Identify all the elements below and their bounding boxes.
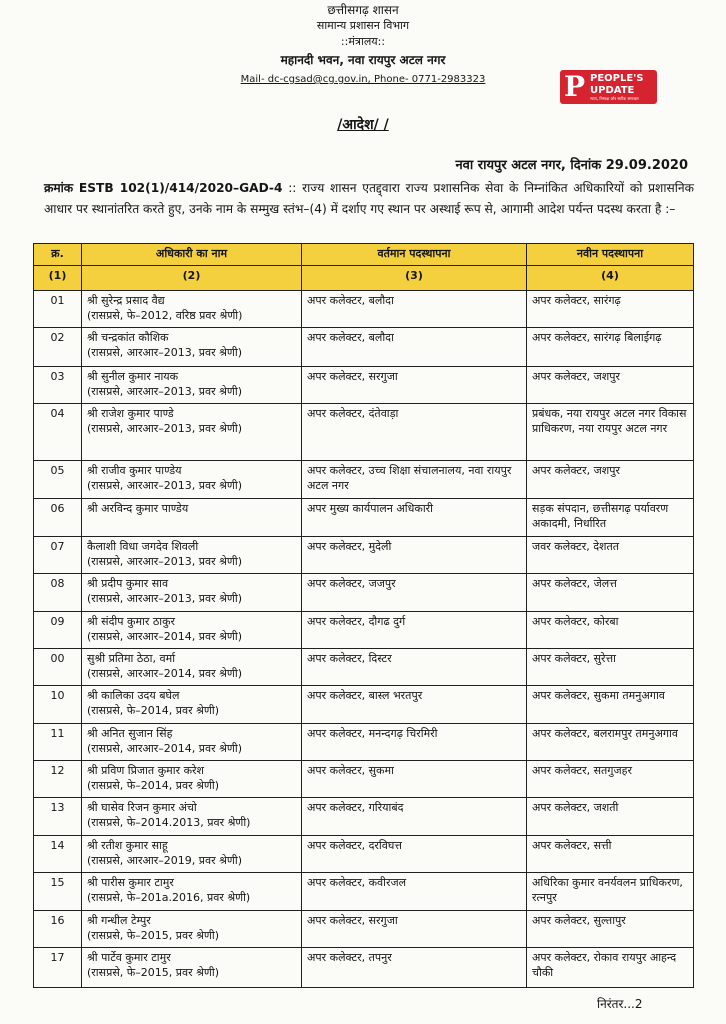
new-posting-text: अपर कलेक्टर, रोकाव रायपुर आहन्द चौकी xyxy=(532,951,677,979)
table-row xyxy=(34,649,694,686)
new-posting-text: अपर कलेक्टर, बलरामपुर तमनुअगाव xyxy=(532,727,679,740)
cell-current-posting xyxy=(302,537,527,574)
current-posting-text: अपर कलेक्टर, बास्ल भरतपुर xyxy=(307,689,423,702)
new-posting-text: अपर कलेक्टर, जेलत्त xyxy=(532,577,617,590)
serial-number: 11 xyxy=(50,727,65,740)
transfer-table xyxy=(33,243,694,988)
cell-officer-name xyxy=(82,328,302,367)
new-posting-text: अपर कलेक्टर, जशती xyxy=(532,801,619,814)
cell-current-posting xyxy=(302,649,527,686)
officer-name: श्री सुरेन्द्र प्रसाद वैद्य xyxy=(87,294,165,307)
cell-serial xyxy=(34,948,82,988)
col-number-3: (3) xyxy=(302,266,527,291)
officer-name: श्री पार्टेव कुमार टामुर xyxy=(87,951,171,964)
table-body xyxy=(34,291,694,988)
cell-officer-name xyxy=(82,291,302,328)
new-posting-text: अपर कलेक्टर, सुरेत्ता xyxy=(532,652,616,665)
cell-serial xyxy=(34,574,82,612)
cell-new-posting xyxy=(527,761,694,798)
cell-serial xyxy=(34,873,82,911)
cell-new-posting xyxy=(527,328,694,367)
cell-serial xyxy=(34,724,82,761)
officer-name: श्री चन्द्रकांत कौशिक xyxy=(87,331,169,344)
current-posting-text: अपर कलेक्टर, दरविघत्त xyxy=(307,839,402,852)
officer-name: श्री अरविन्द कुमार पाण्डेय xyxy=(87,502,189,515)
officer-service-detail: (रासप्रसे, आरआर–2013, प्रवर श्रेणी) xyxy=(87,592,242,605)
new-posting-text: सड़क संपदान, छत्तीसगढ़ पर्यावरण अकादमी, निर्धारित xyxy=(532,502,669,530)
new-posting-text: अपर कलेक्टर, सतगुजहर xyxy=(532,764,632,777)
table-row xyxy=(34,499,694,537)
govt-name: छत्तीसगढ़ शासन xyxy=(327,3,399,17)
cell-new-posting xyxy=(527,724,694,761)
officer-name: श्री रतीश कुमार साहू xyxy=(87,839,168,852)
cell-serial xyxy=(34,836,82,873)
cell-new-posting xyxy=(527,461,694,499)
cell-new-posting xyxy=(527,574,694,612)
cell-current-posting xyxy=(302,948,527,988)
current-posting-text: अपर मुख्य कार्यपालन अधिकारी xyxy=(307,502,434,515)
cell-new-posting xyxy=(527,836,694,873)
col-number-2: (2) xyxy=(82,266,302,291)
officer-name: श्री सुनील कुमार नायक xyxy=(87,370,179,383)
col-header-serial: क्र. xyxy=(34,244,82,266)
cell-current-posting xyxy=(302,404,527,461)
new-posting-text: प्रबंधक, नया रायपुर अटल नगर विकास प्राधिकरण, नया रायपुर अटल नगर xyxy=(532,407,687,435)
cell-serial xyxy=(34,612,82,649)
new-posting-text: अपर कलेक्टर, सुकमा तमनुअगाव xyxy=(532,689,665,702)
table-row xyxy=(34,948,694,988)
officer-service-detail: (रासप्रसे, फे–2014, प्रवर श्रेणी) xyxy=(87,704,219,717)
officer-service-detail: (रासप्रसे, फे–2015, प्रवर श्रेणी) xyxy=(87,966,219,979)
cell-new-posting xyxy=(527,291,694,328)
table-row xyxy=(34,537,694,574)
cell-new-posting xyxy=(527,499,694,537)
serial-number: 04 xyxy=(50,407,65,420)
officer-service-detail: (रासप्रसे, आरआर–2013, प्रवर श्रेणी) xyxy=(87,385,242,398)
cell-officer-name xyxy=(82,537,302,574)
new-posting-text: अपर कलेक्टर, जशपुर xyxy=(532,464,620,477)
new-posting-text: जवर कलेक्टर, देशतत xyxy=(532,540,620,553)
table-row xyxy=(34,798,694,836)
current-posting-text: अपर कलेक्टर, तपनुर xyxy=(307,951,392,964)
current-posting-text: अपर कलेक्टर, मनन्दगढ़ चिरमिरी xyxy=(307,727,438,740)
officer-name: श्री राजीव कुमार पाण्डेय xyxy=(87,464,182,477)
cell-current-posting xyxy=(302,724,527,761)
table-row xyxy=(34,724,694,761)
cell-officer-name xyxy=(82,499,302,537)
table-row xyxy=(34,836,694,873)
serial-number: 07 xyxy=(50,540,65,553)
officer-name: श्री प्रविण प्रिजात कुमार करेश xyxy=(87,764,204,777)
serial-number: 03 xyxy=(50,370,65,383)
current-posting-text: अपर कलेक्टर, सुकमा xyxy=(307,764,394,777)
table-row xyxy=(34,328,694,367)
new-posting-text: अपर कलेक्टर, जशपुर xyxy=(532,370,620,383)
col-header-officer-name: अधिकारी का नाम xyxy=(82,244,302,266)
col-number-1: (1) xyxy=(34,266,82,291)
officer-name: श्री प्रदीप कुमार साव xyxy=(87,577,169,590)
cell-current-posting xyxy=(302,328,527,367)
serial-number: 17 xyxy=(50,951,65,964)
cell-current-posting xyxy=(302,291,527,328)
serial-number: 01 xyxy=(50,294,65,307)
cell-current-posting xyxy=(302,798,527,836)
contact-line: Mail- dc-cgsad@cg.gov.in, Phone- 0771-2983323 xyxy=(240,74,486,85)
col-number-4: (4) xyxy=(527,266,694,291)
office-address: महानदी भवन, नवा रायपुर अटल नगर xyxy=(280,53,446,67)
logo-text-line1: PEOPLE'S xyxy=(590,73,644,84)
serial-number: 00 xyxy=(50,652,65,665)
logo-text-line2: UPDATE xyxy=(590,85,635,96)
cell-serial xyxy=(34,911,82,948)
cell-officer-name xyxy=(82,911,302,948)
cell-new-posting xyxy=(527,537,694,574)
cell-current-posting xyxy=(302,612,527,649)
cell-officer-name xyxy=(82,461,302,499)
cell-officer-name xyxy=(82,761,302,798)
cell-officer-name xyxy=(82,612,302,649)
cell-officer-name xyxy=(82,836,302,873)
serial-number: 08 xyxy=(50,577,65,590)
officer-service-detail: (रासप्रसे, आरआर–2013, प्रवर श्रेणी) xyxy=(87,555,242,568)
cell-current-posting xyxy=(302,761,527,798)
order-title-text: /आदेश/ / xyxy=(337,117,389,133)
officer-service-detail: (रासप्रसे, फे–2014, प्रवर श्रेणी) xyxy=(87,779,219,792)
cell-serial xyxy=(34,761,82,798)
current-posting-text: अपर कलेक्टर, दिस्टर xyxy=(307,652,392,665)
cell-officer-name xyxy=(82,724,302,761)
officer-service-detail: (रासप्रसे, आरआर–2019, प्रवर श्रेणी) xyxy=(87,854,242,867)
cell-officer-name xyxy=(82,574,302,612)
cell-current-posting xyxy=(302,836,527,873)
officer-name: सुश्री प्रतिमा ठेठा, वर्मा xyxy=(87,652,176,665)
table-row xyxy=(34,574,694,612)
table-row xyxy=(34,461,694,499)
cell-serial xyxy=(34,537,82,574)
officer-name: कैलाशी विधा जगदेव शिवली xyxy=(87,540,199,553)
cell-officer-name xyxy=(82,948,302,988)
officer-service-detail: (रासप्रसे, आरआर–2014, प्रवर श्रेणी) xyxy=(87,742,242,755)
cell-new-posting xyxy=(527,686,694,724)
table-row xyxy=(34,612,694,649)
new-posting-text: अपर कलेक्टर, सुल्तापुर xyxy=(532,914,626,927)
peoples-update-logo xyxy=(560,70,657,104)
serial-number: 16 xyxy=(50,914,65,927)
new-posting-text: अधिरिका कुमार वनर्यवलन प्राधिकरण, रत्नपुर xyxy=(532,876,683,904)
cell-officer-name xyxy=(82,367,302,404)
cell-new-posting xyxy=(527,404,694,461)
officer-name: श्री कालिका उदय बघेल xyxy=(87,689,180,702)
order-body-text: :: राज्य शासन एतद्द्वारा राज्य प्रशासनिक सेवा के निम्नांकित अधिकारियों को प्रशासनिक आधार पर स्थानांतरित करते हुए, उनके नाम के सम्मुख स्तंभ–(4) में दर्शाए गए स्थान पर अस्थाई रूप से, आगामी आदेश पर्यन्त पदस्थ करता है :– xyxy=(44,181,695,216)
officer-service-detail: (रासप्रसे, फे–201a.2016, प्रवर श्रेणी) xyxy=(87,891,251,904)
officer-service-detail: (रासप्रसे, फे–2015, प्रवर श्रेणी) xyxy=(87,929,219,942)
new-posting-text: अपर कलेक्टर, कोरबा xyxy=(532,615,619,628)
cell-new-posting xyxy=(527,798,694,836)
cell-officer-name xyxy=(82,798,302,836)
officer-service-detail: (रासप्रसे, फे–2012, वरिष्ठ प्रवर श्रेणी) xyxy=(87,309,243,322)
order-title xyxy=(0,115,726,134)
cell-officer-name xyxy=(82,686,302,724)
col-header-new-posting: नवीन पदस्थापना xyxy=(527,244,694,266)
cell-serial xyxy=(34,404,82,461)
cell-current-posting xyxy=(302,686,527,724)
serial-number: 13 xyxy=(50,801,65,814)
officer-service-detail: (रासप्रसे, आरआर–2013, प्रवर श्रेणी) xyxy=(87,422,242,435)
officer-name: श्री गन्धील टेम्पुर xyxy=(87,914,151,927)
current-posting-text: अपर कलेक्टर, कवीरजल xyxy=(307,876,407,889)
table-row xyxy=(34,291,694,328)
order-number: ESTB 102(1)/414/2020–GAD-4 xyxy=(78,181,283,195)
cell-serial xyxy=(34,367,82,404)
officer-service-detail: (रासप्रसे, आरआर–2014, प्रवर श्रेणी) xyxy=(87,667,242,680)
order-paragraph xyxy=(44,178,694,220)
table-row xyxy=(34,911,694,948)
serial-number: 09 xyxy=(50,615,65,628)
current-posting-text: अपर कलेक्टर, मुदेली xyxy=(307,540,392,553)
current-posting-text: अपर कलेक्टर, जजपुर xyxy=(307,577,396,590)
current-posting-text: अपर कलेक्टर, बलौदा xyxy=(307,331,394,344)
cell-serial xyxy=(34,291,82,328)
cell-serial xyxy=(34,499,82,537)
logo-letter: P xyxy=(564,70,586,103)
department-name: सामान्य प्रशासन विभाग xyxy=(316,19,410,32)
cell-new-posting xyxy=(527,612,694,649)
current-posting-text: अपर कलेक्टर, बलौदा xyxy=(307,294,394,307)
current-posting-text: अपर कलेक्टर, सरगुजा xyxy=(307,914,398,927)
cell-current-posting xyxy=(302,461,527,499)
new-posting-text: अपर कलेक्टर, सारंगढ़ बिलाईगढ़ xyxy=(532,331,662,344)
officer-name: श्री राजेश कुमार पाण्डे xyxy=(87,407,174,420)
serial-number: 15 xyxy=(50,876,65,889)
table-column-number-row xyxy=(34,266,694,291)
cell-officer-name xyxy=(82,404,302,461)
cell-current-posting xyxy=(302,367,527,404)
cell-officer-name xyxy=(82,873,302,911)
serial-number: 05 xyxy=(50,464,65,477)
officer-name: श्री घासेव रिजन कुमार अंचो xyxy=(87,801,197,814)
table-row xyxy=(34,873,694,911)
table-header-row xyxy=(34,244,694,266)
cell-current-posting xyxy=(302,873,527,911)
new-posting-text: अपर कलेक्टर, सारंगढ़ xyxy=(532,294,621,307)
logo-tagline: न्याय, निष्पक्ष और सटीक समाचार xyxy=(590,96,639,101)
cell-officer-name xyxy=(82,649,302,686)
table-row xyxy=(34,404,694,461)
cell-new-posting xyxy=(527,948,694,988)
continued-note: निरंतर...2 xyxy=(597,997,643,1011)
cell-current-posting xyxy=(302,574,527,612)
serial-number: 10 xyxy=(50,689,65,702)
cell-serial xyxy=(34,461,82,499)
dateline: नवा रायपुर अटल नगर, दिनांक 29.09.2020 xyxy=(455,158,688,173)
current-posting-text: अपर कलेक्टर, दंतेवाड़ा xyxy=(307,407,399,420)
officer-service-detail: (रासप्रसे, आरआर–2013, प्रवर श्रेणी) xyxy=(87,346,242,359)
officer-service-detail: (रासप्रसे, फे–2014.2013, प्रवर श्रेणी) xyxy=(87,816,251,829)
serial-number: 02 xyxy=(50,331,65,344)
col-header-current-posting: वर्तमान पदस्थापना xyxy=(302,244,527,266)
cell-serial xyxy=(34,798,82,836)
cell-new-posting xyxy=(527,367,694,404)
cell-new-posting xyxy=(527,649,694,686)
cell-current-posting xyxy=(302,499,527,537)
table-row xyxy=(34,686,694,724)
cell-serial xyxy=(34,328,82,367)
cell-new-posting xyxy=(527,873,694,911)
table-row xyxy=(34,367,694,404)
officer-service-detail: (रासप्रसे, आरआर–2013, प्रवर श्रेणी) xyxy=(87,479,242,492)
cell-current-posting xyxy=(302,911,527,948)
officer-name: श्री संदीप कुमार ठाकुर xyxy=(87,615,176,628)
order-number-label: क्रमांक xyxy=(44,181,74,195)
new-posting-text: अपर कलेक्टर, सत्ती xyxy=(532,839,612,852)
serial-number: 06 xyxy=(50,502,65,515)
officer-service-detail: (रासप्रसे, आरआर–2014, प्रवर श्रेणी) xyxy=(87,630,242,643)
current-posting-text: अपर कलेक्टर, सरगुजा xyxy=(307,370,398,383)
cell-serial xyxy=(34,649,82,686)
cell-new-posting xyxy=(527,911,694,948)
current-posting-text: अपर कलेक्टर, दौगढ दुर्ग xyxy=(307,615,406,628)
current-posting-text: अपर कलेक्टर, उच्च शिक्षा संचालनालय, नवा रायपुर अटल नगर xyxy=(307,464,512,492)
officer-name: श्री पारीस कुमार टामुर xyxy=(87,876,174,889)
serial-number: 14 xyxy=(50,839,65,852)
cell-serial xyxy=(34,686,82,724)
ministry-label: ::मंत्रालय:: xyxy=(340,35,386,48)
table-row xyxy=(34,761,694,798)
current-posting-text: अपर कलेक्टर, गरियाबंद xyxy=(307,801,404,814)
serial-number: 12 xyxy=(50,764,65,777)
officer-name: श्री अनित सुजान सिंह xyxy=(87,727,173,740)
